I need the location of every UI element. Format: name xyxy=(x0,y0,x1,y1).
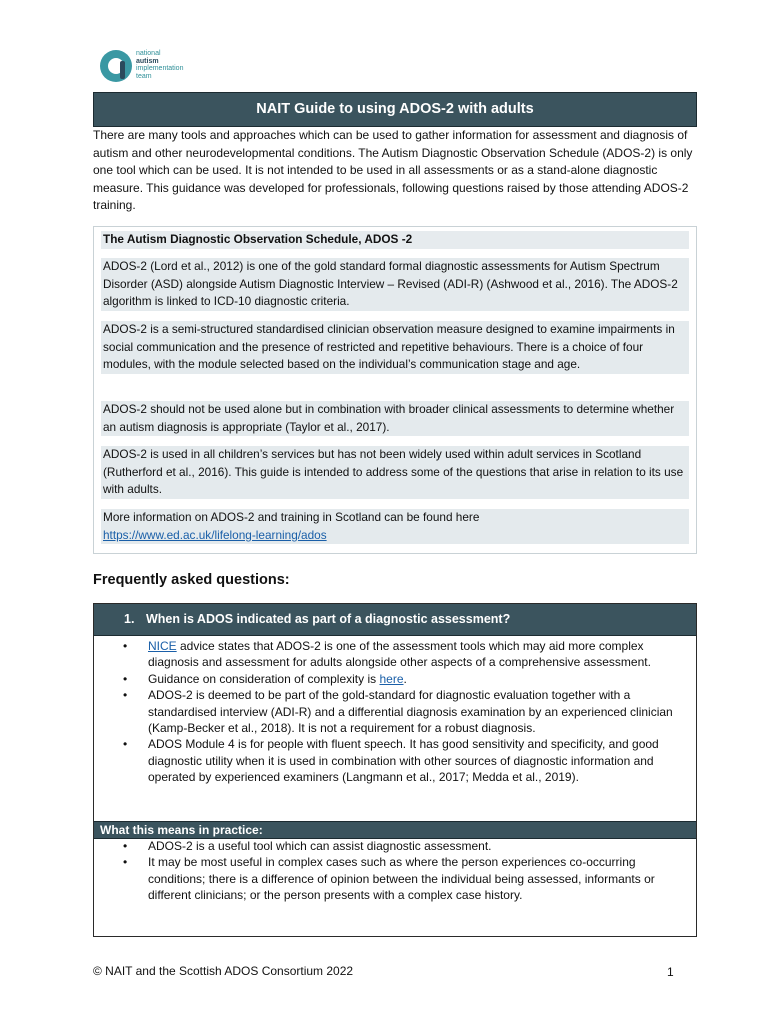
list-item xyxy=(94,854,694,903)
list-item xyxy=(94,638,694,671)
intro-paragraph: There are many tools and approaches which can be used to gather information for assessment and diagnosis of autism and other neurodevelopmental conditions. The Autism Diagnostic Observation Schedule (ADOS-2) is only one tool which can be used. It is not intended to be used in all assessments or as a stand-alone diagnostic measure. This guidance was developed for professionals, following questions raised by those attending ADOS-2 training. xyxy=(93,128,693,213)
info-paragraph-3: ADOS-2 should not be used alone but in combination with broader clinical assessments to determine whether an autism diagnosis is appropriate (Taylor et al., 2017). xyxy=(101,401,689,436)
practice-list xyxy=(94,838,694,904)
practice-bullet-1-text: ADOS-2 is a useful tool which can assist diagnostic assessment. xyxy=(148,839,492,853)
logo-text xyxy=(136,50,183,80)
ados-info-box xyxy=(93,226,697,554)
page-title: NAIT Guide to using ADOS-2 with adults xyxy=(93,92,697,127)
logo-line-2: autism xyxy=(136,57,159,65)
bullet-icon: • xyxy=(123,839,128,853)
list-item xyxy=(94,671,694,687)
bullet-4-text: ADOS Module 4 is for people with fluent speech. It has good sensitivity and specificity, and good diagnostic utility when it is used in combination with other sources of diagnostic information and operated by experienced examiners (Langmann et al., 2017; Medda et al., 2019). xyxy=(148,737,659,785)
faq-question-1-box xyxy=(93,603,697,937)
page-number: 1 xyxy=(667,965,674,979)
bullet-2-text: Guidance on consideration of complexity is xyxy=(148,671,380,686)
info-paragraph-4: ADOS-2 is used in all children’s services but has not been widely used within adult services in Scotland (Rutherford et al., 2016). This guide is intended to address some of the questions that arise in relation to its use with adults. xyxy=(101,446,689,499)
practice-bullet-2-text: It may be most useful in complex cases such as where the person experiences co-occurring conditions; there is a difference of opinion between the individual being assessed, informants or different clinicians; or the person presents with a complex case history. xyxy=(148,855,655,903)
ados-training-link[interactable]: https://www.ed.ac.uk/lifelong-learning/ados xyxy=(103,527,327,542)
nait-logo xyxy=(99,47,209,87)
list-item xyxy=(94,687,694,736)
logo-line-1: national xyxy=(136,50,161,57)
list-item xyxy=(94,838,694,854)
question-text: When is ADOS indicated as part of a diagnostic assessment? xyxy=(146,612,511,626)
bullet-icon: • xyxy=(123,688,128,703)
info-paragraph-2: ADOS-2 is a semi-structured standardised clinician observation measure designed to examine impairments in social communication and the presence of restricted and repetitive behaviours. There is a choice of four modules, with the module selected based on the individual’s communication stage and age. xyxy=(101,321,689,374)
bullet-icon: • xyxy=(123,639,128,653)
bullet-1-text: advice states that ADOS-2 is one of the assessment tools which may aid more complex diagnosis and assessment for adults alongside other aspects of a comprehensive assessment. xyxy=(148,639,651,670)
bullet-icon: • xyxy=(123,737,128,752)
info-paragraph-5 xyxy=(101,509,689,544)
footer-copyright: © NAIT and the Scottish ADOS Consortium 2022 xyxy=(93,964,354,978)
faq-title: Frequently asked questions: xyxy=(93,572,290,588)
list-item xyxy=(94,736,694,785)
bullet-2-end: . xyxy=(403,671,407,686)
question-number: 1. xyxy=(124,612,135,626)
bullet-3-text: ADOS-2 is deemed to be part of the gold-standard for diagnostic evaluation together with a standardised interview (ADI-R) and a differential diagnosis examination by an experienced clinician (Kamp-Becker et al., 2018). It is not a requirement for a robust diagnosis. xyxy=(148,688,673,736)
practice-label: What this means in practice: xyxy=(100,823,263,837)
question-header xyxy=(94,604,696,636)
answer-list xyxy=(94,638,694,786)
bullet-icon: • xyxy=(123,671,128,686)
practice-header xyxy=(94,821,696,839)
nait-logo-mark-icon xyxy=(99,49,133,83)
logo-line-3: implementation xyxy=(136,65,184,72)
nice-link[interactable]: NICE xyxy=(148,639,177,653)
bullet-icon: • xyxy=(123,855,128,870)
info-heading: The Autism Diagnostic Observation Schedule, ADOS -2 xyxy=(101,231,689,249)
info-paragraph-1: ADOS-2 (Lord et al., 2012) is one of the gold standard formal diagnostic assessments for Autism Spectrum Disorder (ASD) alongside Autism Diagnostic Interview – Revised (ADI-R) (Ashwood et al., 2016). The ADOS-2 algorithm is linked to ICD-10 diagnostic criteria. xyxy=(101,258,689,311)
logo-line-4: team xyxy=(136,72,152,80)
complexity-guidance-link[interactable]: here xyxy=(379,671,404,686)
info-more-text: More information on ADOS-2 and training in Scotland can be found here xyxy=(103,510,480,524)
